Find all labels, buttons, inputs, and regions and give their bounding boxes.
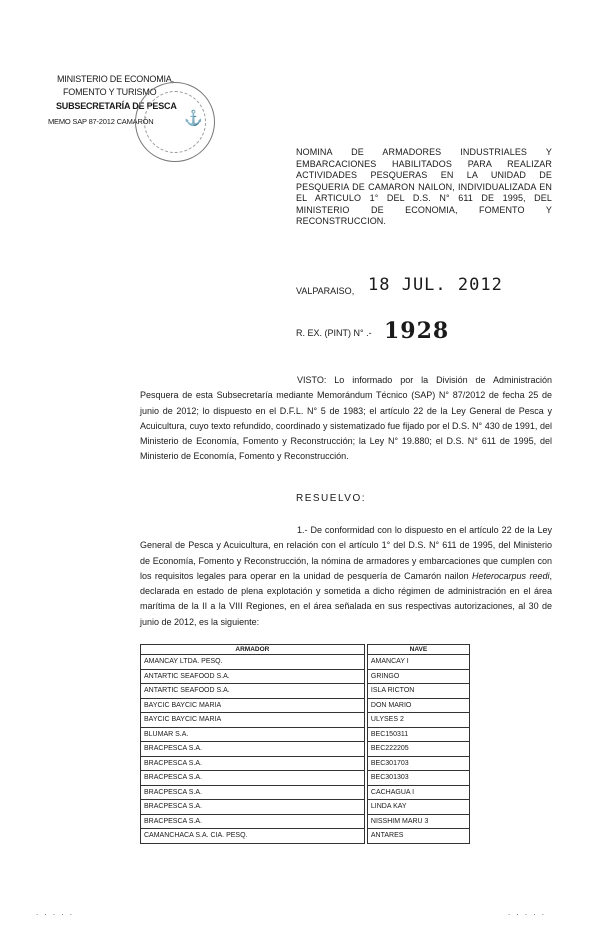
table-row (141, 814, 470, 829)
date-stamp: 18 JUL. 2012 (368, 275, 503, 295)
nave-cell: NISSHIM MARU 3 (367, 814, 469, 829)
nave-cell: BEC222205 (367, 742, 469, 757)
armador-cell: BRACPESCA S.A. (141, 771, 365, 786)
nave-cell: BEC301703 (367, 756, 469, 771)
resolution-label: R. EX. (PINT) N° .- (296, 328, 372, 338)
column-header-nave: NAVE (367, 645, 469, 655)
table-row (141, 669, 470, 684)
armador-cell: CAMANCHACA S.A. CIA. PESQ. (141, 829, 365, 844)
scan-marks-right: . . . . . (508, 908, 547, 917)
armador-cell: BAYCIC BAYCIC MARIA (141, 698, 365, 713)
nave-cell: ANTARES (367, 829, 469, 844)
table-row (141, 655, 470, 670)
ministry-subtitle: FOMENTO Y TURISMO (63, 87, 157, 97)
armador-cell: BRACPESCA S.A. (141, 756, 365, 771)
place-label: VALPARAISO, (296, 286, 355, 296)
nave-cell: CACHAGUA I (367, 785, 469, 800)
table-row (141, 713, 470, 728)
armador-cell: BRACPESCA S.A. (141, 814, 365, 829)
armador-cell: ANTARTIC SEAFOOD S.A. (141, 669, 365, 684)
nave-cell: BEC301303 (367, 771, 469, 786)
memo-reference: MEMO SAP 87-2012 CAMARÓN (48, 117, 154, 126)
resuelvo-heading: RESUELVO: (296, 493, 366, 504)
subsecretaria-name: SUBSECRETARÍA DE PESCA (56, 101, 177, 111)
table-row (141, 756, 470, 771)
table-row (141, 684, 470, 699)
nave-cell: DON MARIO (367, 698, 469, 713)
scan-marks-left: . . . . . (36, 908, 75, 917)
table-row (141, 771, 470, 786)
ministry-name: MINISTERIO DE ECONOMIA, (57, 74, 174, 84)
nave-cell: BEC150311 (367, 727, 469, 742)
species-name: Heterocarpus reedi (472, 570, 550, 581)
table-row (141, 800, 470, 815)
table-row (141, 785, 470, 800)
nave-cell: ULYSES 2 (367, 713, 469, 728)
document-title: NOMINA DE ARMADORES INDUSTRIALES Y EMBARCACIONES HABILITADOS PARA REALIZAR ACTIVIDADES PESQUERAS EN LA UNIDAD DE PESQUERIA DE CAMARON NAILON, INDIVIDUALIZADA EN EL ARTICULO 1° DEL D.S. N° 611 DE 1995, DEL MINISTERIO DE ECONOMIA, FOMENTO Y RECONSTRUCCION. (296, 147, 552, 226)
armador-cell: BRACPESCA S.A. (141, 800, 365, 815)
table-header-row (141, 645, 470, 655)
paragraph-text-end: , declarada en estado de plena explotación y sometida a dicho régimen de administración en el área marítima de la II a la VIII Regiones, en el área señalada en sus respectivas autorizaciones, al 30 de junio de 2012, es la siguiente: (140, 570, 552, 627)
armador-cell: BLUMAR S.A. (141, 727, 365, 742)
vessel-table (140, 644, 470, 844)
visto-paragraph: VISTO: Lo informado por la División de Administración Pesquera de esta Subsecretaría mediante Memorándum Técnico (SAP) N° 87/2012 de fecha 25 de junio de 2012; lo dispuesto en el D.F.L. N° 5 de 1983; el artículo 22 de la Ley General de Pesca y Acuicultura, cuyo texto refundido, coordinado y sistematizado fue fijado por el D.S. N° 430 de 1991, del Ministerio de Economía, Fomento y Reconstrucción; la Ley N° 19.880; el D.S. N° 611 de 1995, del Ministerio de Economía, Fomento y Reconstrucción. (140, 375, 552, 462)
nave-cell: GRINGO (367, 669, 469, 684)
armador-cell: BRACPESCA S.A. (141, 742, 365, 757)
armador-cell: AMANCAY LTDA. PESQ. (141, 655, 365, 670)
paragraph-text-start: 1.- De conformidad con lo dispuesto en el artículo 22 de la Ley General de Pesca y Acuicultura, en relación con el artículo 1° del D.S. N° 611 de 1995, del Ministerio de Economía, Fomento y Reconstrucción, la nómina de armadores y embarcaciones que cumplen con los requisitos legales para operar en la unidad de pesquería de Camarón nailon (140, 525, 552, 581)
table-row (141, 829, 470, 844)
resolution-paragraph (140, 523, 552, 630)
table-row (141, 727, 470, 742)
table-row (141, 698, 470, 713)
column-header-armador: ARMADOR (141, 645, 365, 655)
table-row (141, 742, 470, 757)
armador-cell: BRACPESCA S.A. (141, 785, 365, 800)
resolution-number: 1928 (384, 318, 450, 344)
nave-cell: AMANCAY I (367, 655, 469, 670)
armador-cell: ANTARTIC SEAFOOD S.A. (141, 684, 365, 699)
official-seal-icon: ⚓ (135, 82, 215, 162)
nave-cell: LINDA KAY (367, 800, 469, 815)
nave-cell: ISLA RICTON (367, 684, 469, 699)
armador-cell: BAYCIC BAYCIC MARIA (141, 713, 365, 728)
